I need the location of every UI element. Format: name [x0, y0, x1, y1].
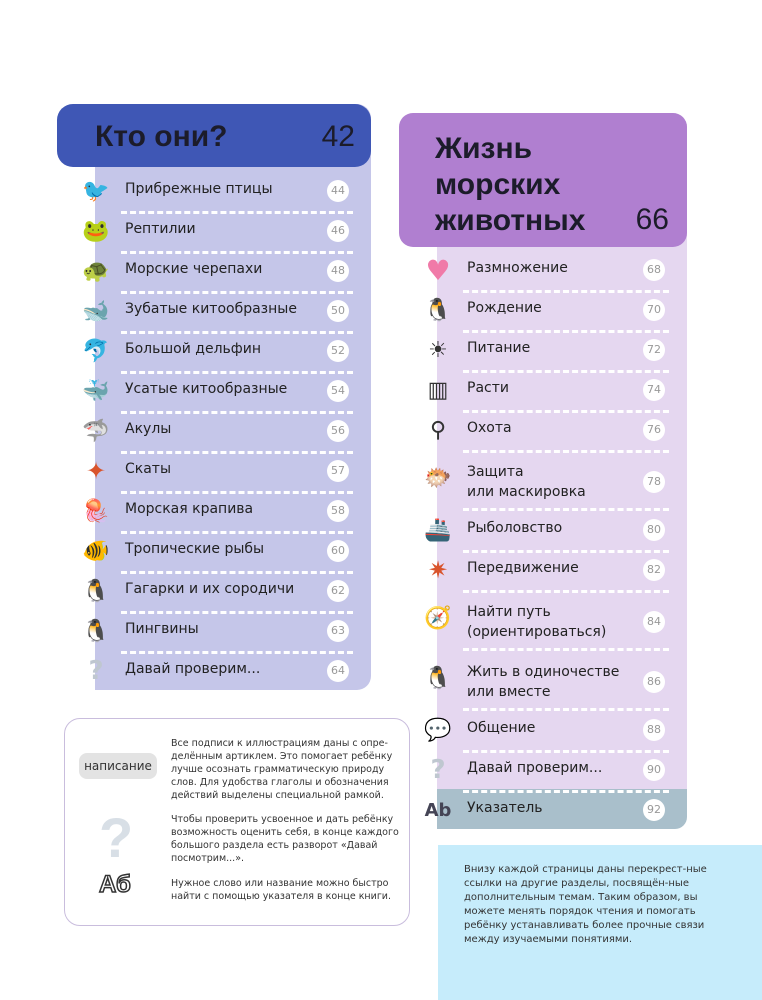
item-label: [467, 662, 619, 702]
item-label: Рыболовство: [467, 520, 563, 536]
contents-item[interactable]: [399, 751, 687, 791]
contents-item[interactable]: [57, 372, 371, 412]
item-illustration-icon: 🐦: [82, 178, 110, 204]
item-label-line: или вместе: [467, 684, 551, 700]
item-illustration-icon: 🐧: [82, 618, 110, 644]
contents-item[interactable]: [57, 332, 371, 372]
item-illustration-icon: 🐢: [82, 258, 110, 284]
item-label: Рептилии: [125, 221, 196, 237]
contents-item[interactable]: [399, 659, 687, 707]
item-page-number: 68: [643, 259, 665, 281]
item-page-number: 48: [327, 260, 349, 282]
item-page-number: 62: [327, 580, 349, 602]
item-illustration-icon: ✦: [85, 457, 107, 485]
note-text: Внизу каждой страницы даны перекрест-ные ссылки на другие разделы, посвящён-ные дополнительным темам. Таким образом, вы можете менять порядок чтения и помогать ребёнку устанавливать более прочные связи между изучаемыми понятиями.: [464, 864, 707, 945]
item-label: Усатые китообразные: [125, 381, 288, 397]
contents-item[interactable]: [399, 459, 687, 507]
section-page-number: 42: [321, 120, 355, 153]
item-illustration-icon: 🐧: [424, 665, 452, 691]
contents-item[interactable]: [399, 251, 687, 291]
item-page-number: 56: [327, 420, 349, 442]
item-label: Скаты: [125, 461, 172, 477]
section-header[interactable]: [399, 113, 687, 247]
item-label: Пингвины: [125, 621, 199, 637]
question-mark-icon: ?: [99, 806, 134, 869]
item-illustration-icon: 🧭: [424, 605, 452, 631]
item-label: Прибрежные птицы: [125, 181, 273, 197]
section-page-number: 66: [635, 203, 669, 236]
item-label: Расти: [467, 380, 509, 396]
ab-index-icon: Аб: [99, 871, 131, 898]
contents-section-who-they-are: [57, 104, 371, 690]
item-page-number: 64: [327, 660, 349, 682]
item-illustration-icon: 🐋: [82, 298, 110, 324]
contents-item[interactable]: [57, 412, 371, 452]
title-line: морских: [435, 168, 561, 201]
contents-item[interactable]: [57, 252, 371, 292]
item-label-line: (ориентироваться): [467, 624, 607, 640]
item-label: Тропические рыбы: [125, 541, 265, 557]
item-label: Питание: [467, 340, 531, 356]
item-illustration-icon: 🐳: [82, 378, 110, 404]
contents-item[interactable]: [399, 511, 687, 551]
item-page-number: 86: [643, 671, 665, 693]
item-illustration-icon: ⚲: [429, 417, 447, 443]
item-label: Общение: [467, 720, 536, 736]
title-line: животных: [435, 204, 586, 237]
section-title: Кто они?: [95, 120, 228, 153]
item-page-number: 54: [327, 380, 349, 402]
contents-item[interactable]: [399, 711, 687, 751]
item-label-line: Найти путь: [467, 604, 551, 620]
item-page-number: 44: [327, 180, 349, 202]
contents-item[interactable]: [399, 411, 687, 451]
contents-item[interactable]: [57, 572, 371, 612]
item-illustration-icon: 🐡: [424, 465, 452, 491]
dashed-separator: [463, 590, 669, 593]
item-label: Морские черепахи: [125, 261, 263, 277]
item-page-number: 63: [327, 620, 349, 642]
item-label: Передвижение: [467, 560, 579, 576]
item-page-number: 60: [327, 540, 349, 562]
item-page-number: 90: [643, 759, 665, 781]
info-box: [64, 718, 410, 926]
item-page-number: 57: [327, 460, 349, 482]
item-label-line: или маскировка: [467, 484, 586, 500]
item-label: Акулы: [125, 421, 172, 437]
item-label: Зубатые китообразные: [125, 301, 297, 317]
contents-item[interactable]: [399, 599, 687, 647]
cross-reference-note: [438, 845, 762, 1000]
item-illustration-icon: 🪼: [82, 498, 110, 524]
item-illustration-icon: 🐠: [82, 538, 110, 564]
title-line: Жизнь: [435, 132, 533, 165]
item-page-number: 84: [643, 611, 665, 633]
item-illustration-icon: 🐧: [82, 578, 110, 604]
dashed-separator: [463, 648, 669, 651]
item-page-number: 74: [643, 379, 665, 401]
section-header[interactable]: [57, 104, 371, 167]
item-illustration-icon: Ab: [424, 799, 452, 821]
item-label: Гагарки и их сородичи: [125, 581, 295, 597]
item-illustration-icon: ♥: [425, 253, 451, 287]
item-illustration-icon: ▥: [427, 377, 449, 403]
item-illustration-icon: ?: [88, 656, 104, 686]
item-page-number: 88: [643, 719, 665, 741]
item-illustration-icon: ☀: [428, 337, 448, 363]
contents-item[interactable]: [57, 212, 371, 252]
item-label: [467, 602, 606, 642]
section-title: [435, 131, 585, 239]
item-label: Большой дельфин: [125, 341, 262, 357]
item-illustration-icon: ?: [430, 755, 446, 785]
info-paragraph-review: Чтобы проверить усвоенное и дать ребёнку возможность оценить себя, в конце каждого большого раздела есть разворот «Давай посмотрим...».: [171, 814, 399, 864]
item-label: [467, 462, 586, 502]
item-label: Охота: [467, 420, 512, 436]
contents-item[interactable]: [399, 291, 687, 331]
item-illustration-icon: 🦈: [82, 418, 110, 444]
contents-section-marine-life: [399, 113, 687, 829]
item-page-number: 92: [643, 799, 665, 821]
item-page-number: 78: [643, 471, 665, 493]
item-label: Размножение: [467, 260, 568, 276]
item-page-number: 80: [643, 519, 665, 541]
item-illustration-icon: 🐬: [82, 338, 110, 364]
item-page-number: 46: [327, 220, 349, 242]
item-label-line: Жить в одиночестве: [467, 664, 620, 680]
contents-item[interactable]: [399, 331, 687, 371]
contents-item[interactable]: [57, 172, 371, 212]
item-label: Рождение: [467, 300, 542, 316]
item-page-number: 58: [327, 500, 349, 522]
dashed-separator: [463, 450, 669, 453]
contents-item[interactable]: [57, 652, 371, 692]
contents-item[interactable]: [57, 292, 371, 332]
contents-item[interactable]: [57, 452, 371, 492]
item-illustration-icon: 🐧: [424, 297, 452, 323]
item-illustration-icon: 🐸: [82, 218, 110, 244]
item-illustration-icon: 🚢: [424, 517, 452, 543]
spelling-badge: написание: [79, 753, 157, 779]
item-page-number: 72: [643, 339, 665, 361]
item-label: Указатель: [467, 800, 543, 816]
info-paragraph-articles: Все подписи к иллюстрациям даны с опре-делённым артиклем. Это помогает ребёнку лучше осознать грамматическую природу слов. Для удобства глаголы и обозначения действий выделены специальной рамкой.: [171, 738, 393, 801]
contents-item[interactable]: [57, 612, 371, 652]
item-page-number: 82: [643, 559, 665, 581]
item-page-number: 76: [643, 419, 665, 441]
info-paragraph-index: Нужное слово или название можно быстро найти с помощью указателя в конце книги.: [171, 878, 392, 902]
contents-item[interactable]: [399, 791, 687, 831]
item-illustration-icon: 💬: [424, 717, 452, 743]
contents-item[interactable]: [399, 371, 687, 411]
contents-item[interactable]: [57, 532, 371, 572]
item-label: Морская крапива: [125, 501, 254, 517]
item-illustration-icon: ✷: [427, 556, 449, 584]
contents-item[interactable]: [57, 492, 371, 532]
item-page-number: 52: [327, 340, 349, 362]
item-label-line: Защита: [467, 464, 524, 480]
item-label: Давай проверим...: [467, 760, 603, 776]
item-page-number: 50: [327, 300, 349, 322]
item-page-number: 70: [643, 299, 665, 321]
contents-item[interactable]: [399, 551, 687, 591]
item-label: Давай проверим...: [125, 661, 261, 677]
